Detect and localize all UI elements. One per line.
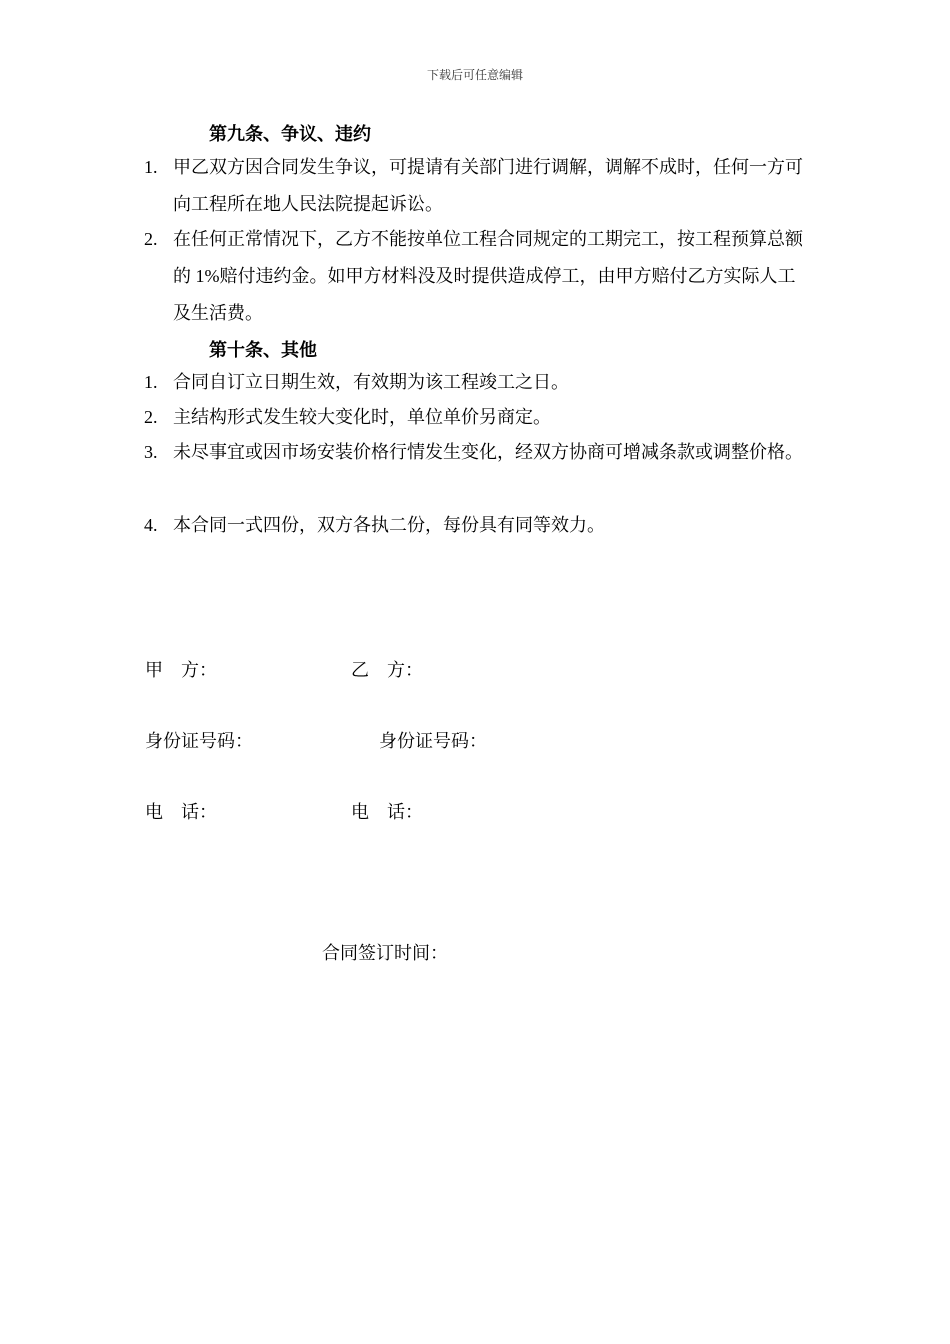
list-item-text: 主结构形式发生较大变化时，单位单价另商定。 xyxy=(173,407,551,427)
list-item xyxy=(144,507,812,544)
list-item xyxy=(144,149,812,223)
article-10-title: 第十条、其他 xyxy=(209,340,317,360)
page-header: 下载后可任意编辑 xyxy=(426,68,523,82)
list-item-text: 未尽事宜或因市场安装价格行情发生变化，经双方协商可增减条款或调整价格。 xyxy=(173,442,803,462)
list-item xyxy=(144,399,812,436)
list-item-number: 1. xyxy=(144,157,158,177)
party-a-phone-label: 电 话： xyxy=(145,802,217,822)
party-b-phone-label: 电 话： xyxy=(351,802,423,822)
list-item-number: 3. xyxy=(144,442,158,462)
list-item-number: 1. xyxy=(144,372,158,392)
article-9-title: 第九条、争议、违约 xyxy=(209,124,371,144)
list-item-text: 合同自订立日期生效，有效期为该工程竣工之日。 xyxy=(173,372,569,392)
party-a-id-label: 身份证号码： xyxy=(145,731,253,751)
list-item xyxy=(144,434,812,471)
list-item-number: 4. xyxy=(144,515,158,535)
list-item xyxy=(144,364,812,401)
party-b-id-label: 身份证号码： xyxy=(379,731,487,751)
list-item-text: 本合同一式四份，双方各执二份，每份具有同等效力。 xyxy=(173,515,605,535)
party-b-label: 乙 方： xyxy=(351,660,423,680)
list-item-number: 2. xyxy=(144,407,158,427)
list-item-number: 2. xyxy=(144,229,158,249)
list-item-text: 甲乙双方因合同发生争议，可提请有关部门进行调解，调解不成时，任何一方可向工程所在地人民法院提起诉讼。 xyxy=(173,157,803,214)
signing-date-label: 合同签订时间： xyxy=(322,943,448,963)
list-item xyxy=(144,221,812,332)
party-a-label: 甲 方： xyxy=(145,660,217,680)
list-item-text: 在任何正常情况下，乙方不能按单位工程合同规定的工期完工，按工程预算总额的 1%赔付违约金。如甲方材料没及时提供造成停工，由甲方赔付乙方实际人工及生活费。 xyxy=(173,229,803,323)
